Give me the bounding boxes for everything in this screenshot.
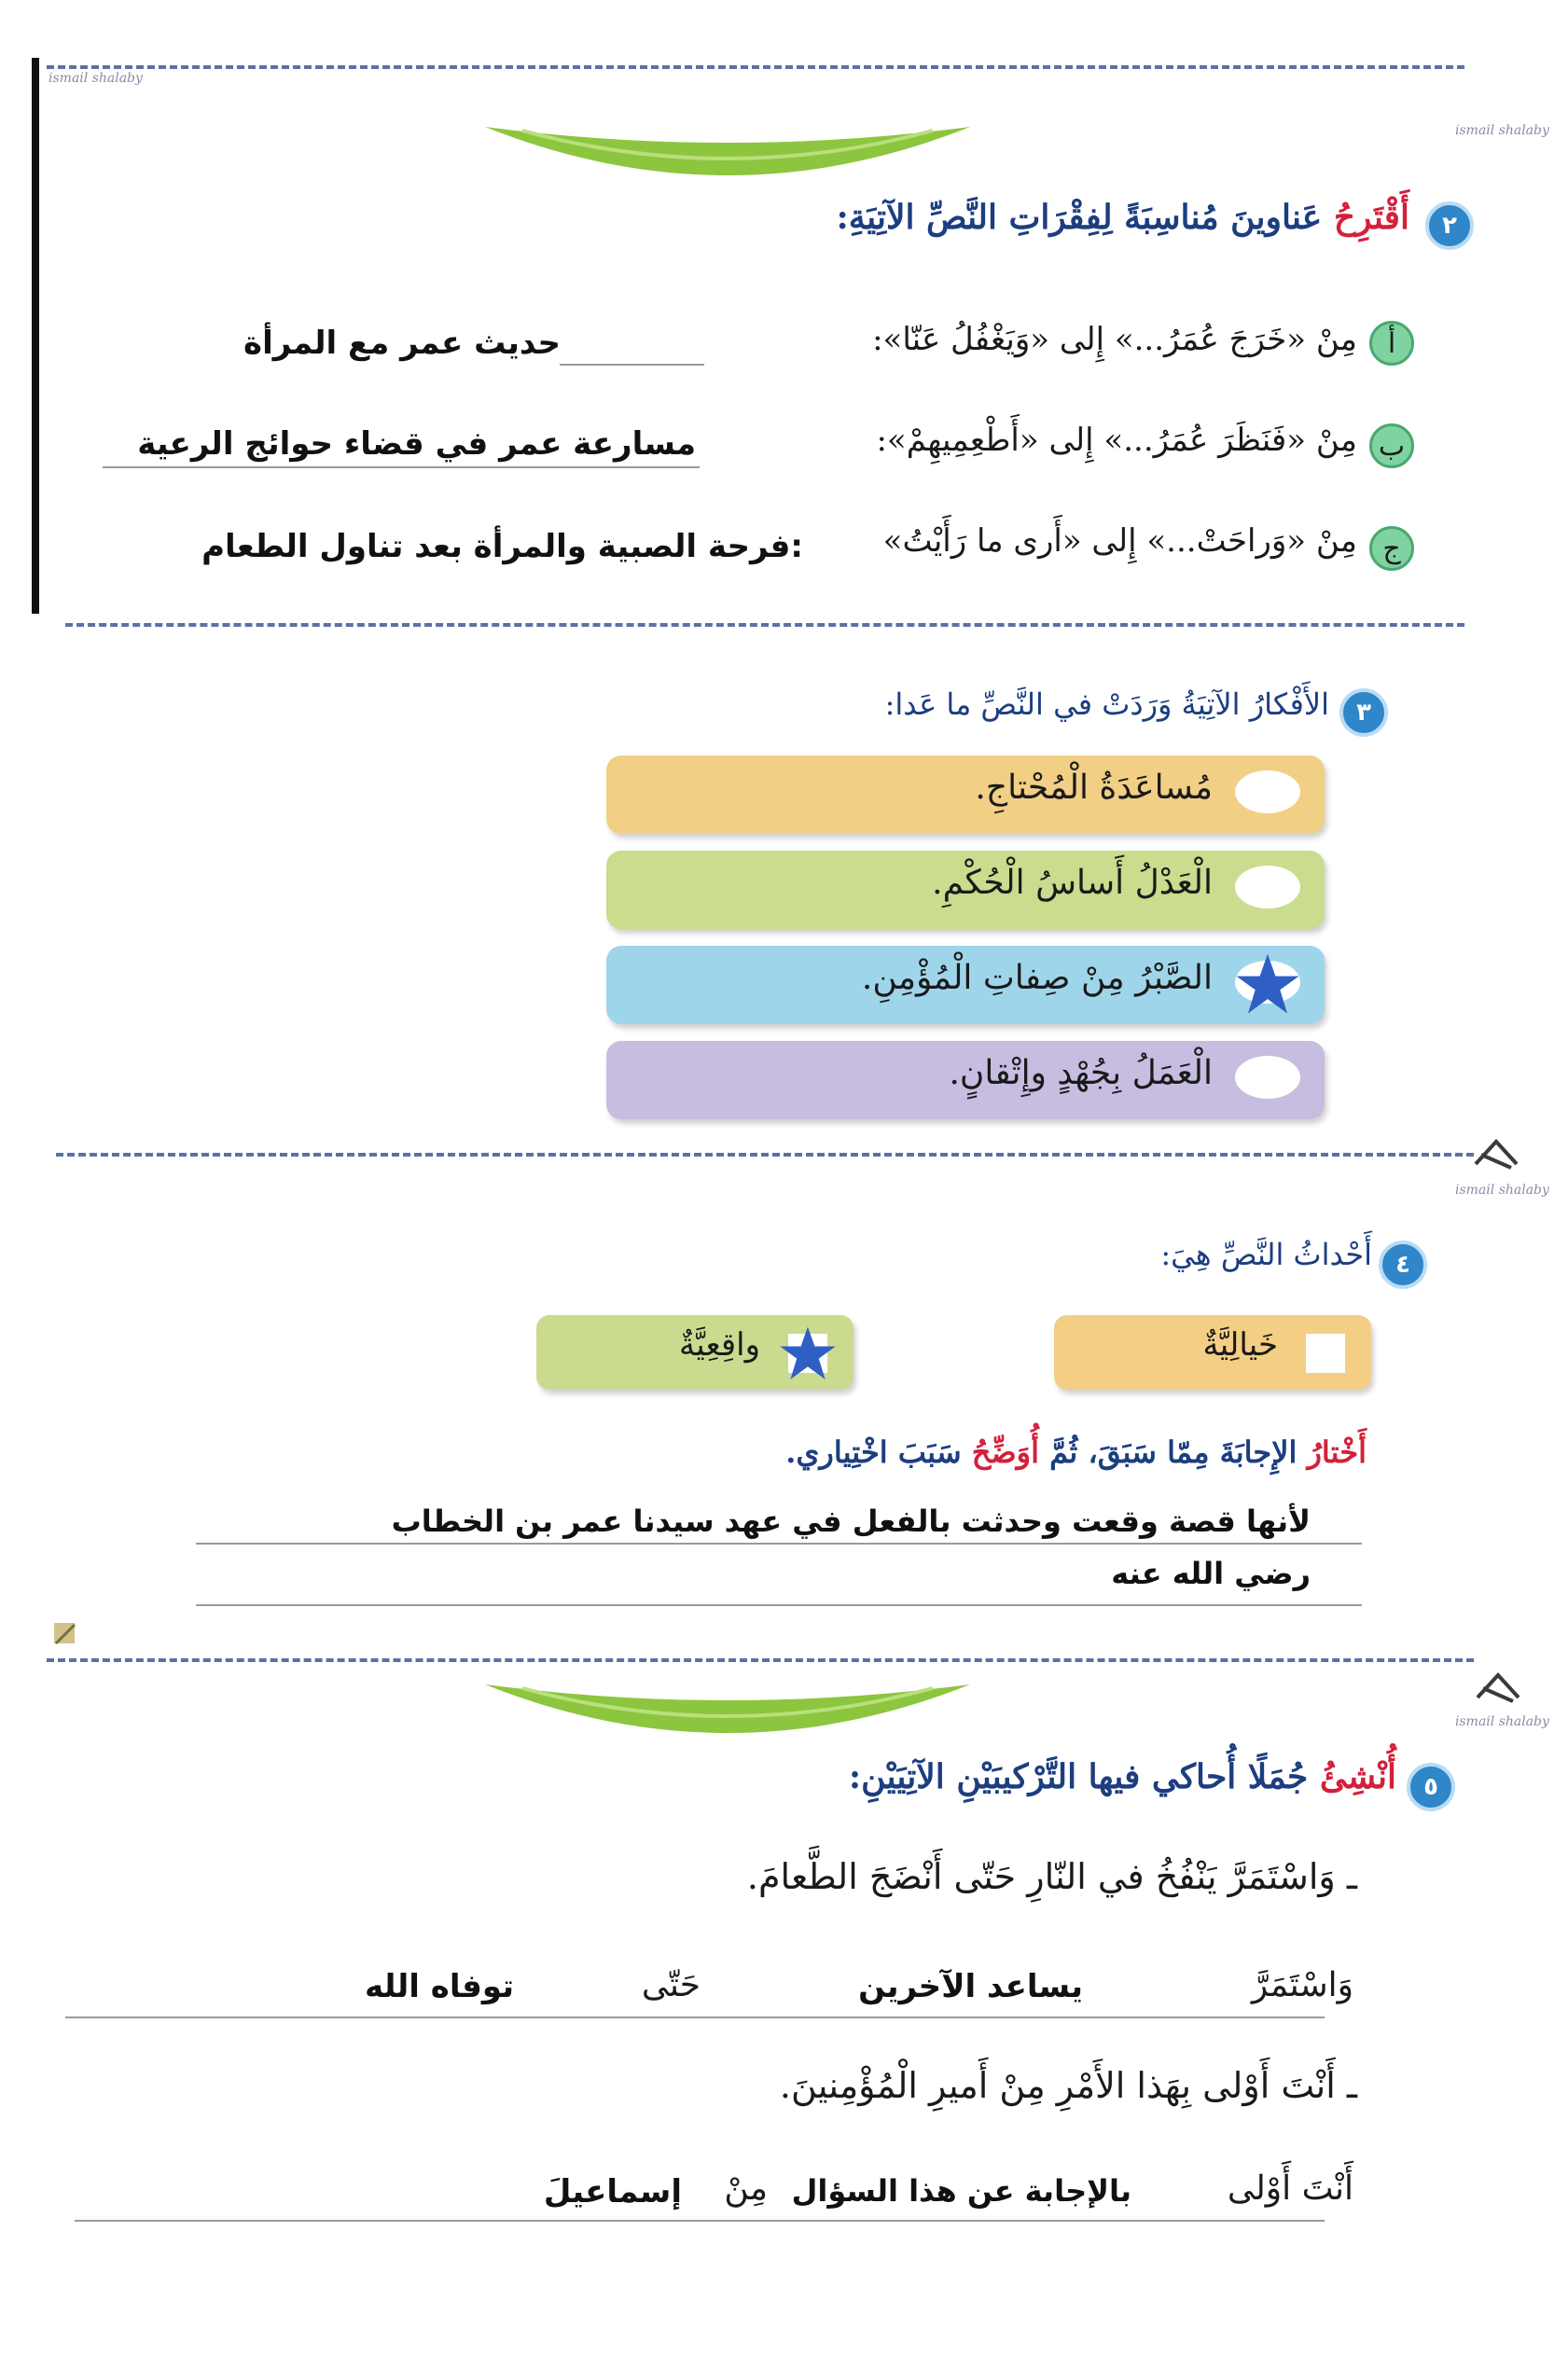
q3-option-2[interactable] (606, 851, 1325, 929)
question-number-4: ٤ (1379, 1240, 1427, 1289)
logo-icon (1468, 1136, 1524, 1173)
q2-title-verb: أَقْتَرِحُ (1333, 198, 1409, 237)
corner-icon (50, 1619, 82, 1647)
q2-item-c-answer: :فرحة الصبية والمرأة بعد تناول الطعام (201, 528, 803, 565)
green-leaf-banner (485, 121, 970, 187)
watermark: ismail shalaby (1455, 123, 1549, 138)
q5-line2-word2: مِنْ (724, 2169, 768, 2208)
answer-line (560, 364, 704, 366)
q5-line1-word2: حَتّى (641, 1966, 701, 2004)
q2-item-b-answer: مسارعة عمر في قضاء حوائج الرعية (137, 425, 696, 463)
q5-example-1: ـ وَاسْتَمَرَّ يَنْفُخُ في النّارِ حَتّى أَنْضَجَ الطَّعامَ. (746, 1856, 1357, 1897)
watermark: ismail shalaby (1455, 1714, 1549, 1729)
instruction-verb-2: أُوَضِّحُ (971, 1434, 1039, 1470)
item-letter-b: ب (1369, 423, 1414, 468)
section-divider (47, 1658, 1474, 1662)
answer-line (196, 1543, 1362, 1545)
answer-line (196, 1604, 1362, 1606)
item-letter-c: ج (1369, 526, 1414, 571)
answer-line (65, 2016, 1325, 2018)
q4-answer-line-2: رضي الله عنه (1111, 1556, 1311, 1591)
left-margin-bar (32, 58, 39, 614)
q3-option-3-text: الصَّبْرُ مِنْ صِفاتِ الْمُؤْمِنِ. (861, 959, 1213, 997)
q5-line2-answer1: بالإجابة عن هذا السؤال (791, 2173, 1131, 2209)
q3-option-4[interactable] (606, 1041, 1325, 1119)
radio-circle[interactable] (1235, 866, 1300, 908)
radio-circle[interactable] (1235, 770, 1300, 813)
instruction-mid: الإِجابَةَ مِمّا سَبَقَ، ثُمَّ (1038, 1434, 1308, 1470)
q5-line1-answer1: يساعد الآخرين (858, 1968, 1083, 2005)
q5-example-2: ـ أَنْتَ أَوْلى بِهَذا الأَمْرِ مِنْ أَميرِ الْمُؤْمِنينَ. (779, 2065, 1357, 2106)
q3-option-1-text: مُساعَدَةُ الْمُحْتاجِ. (975, 769, 1213, 807)
q2-item-a-prompt: مِنْ «خَرَجَ عُمَرُ...» إِلى «وَيَغْفُلُ عَنّا»: (872, 321, 1357, 358)
question-number-3: ٣ (1339, 688, 1388, 737)
q4-choice-imaginary[interactable] (1054, 1315, 1371, 1390)
q2-title-rest: عَناوينَ مُناسِبَةً لِفِقْرَاتِ النَّصِّ الآتِيَةِ: (836, 198, 1334, 237)
q3-title: الأَفْكارُ الآتِيَةُ وَرَدَتْ في النَّصِّ ما عَدا: (884, 686, 1329, 722)
watermark: ismail shalaby (1455, 1183, 1549, 1198)
question-number-5: ٥ (1407, 1763, 1455, 1811)
section-divider (56, 1153, 1474, 1157)
item-letter-a: أ (1369, 321, 1414, 366)
q2-item-b-prompt: مِنْ «فَنَظَرَ عُمَرُ...» إِلى «أَطْعِمِيهِمْ»: (876, 422, 1357, 459)
q5-line2-word1: أَنْتَ أَوْلى (1227, 2169, 1353, 2208)
answer-line (75, 2220, 1325, 2222)
q4-instruction (785, 1434, 1367, 1470)
q4-choice-imaginary-text: خَيالِيَّةٌ (1202, 1326, 1278, 1364)
q5-line1-answer2: توفاه الله (365, 1968, 514, 2005)
selected-star-icon (779, 1324, 837, 1382)
q3-option-3[interactable] (606, 946, 1325, 1024)
instruction-end: سَبَبَ اخْتِياري. (785, 1434, 972, 1470)
q2-item-a-answer: حديث عمر مع المرأة (243, 325, 561, 362)
radio-circle[interactable] (1235, 1056, 1300, 1099)
answer-line (103, 466, 700, 468)
question-number-2: ٢ (1425, 201, 1474, 250)
checkbox-square[interactable] (1306, 1334, 1345, 1373)
section-divider (65, 623, 1464, 627)
q4-answer-line-1: لأنها قصة وقعت وحدثت بالفعل في عهد سيدنا عمر بن الخطاب (391, 1504, 1311, 1539)
watermark: ismail shalaby (49, 71, 143, 86)
q2-item-c-prompt: مِنْ «وَراحَتْ...» إِلى «أَرى ما رَأَيْتُ» (882, 522, 1357, 560)
q5-title-rest: جُمَلًا أُحاكي فيها التَّرْكيبَيْنِ الآتِيَيْنِ: (848, 1757, 1320, 1796)
q5-line2-answer2: إسماعيلَ (543, 2173, 682, 2210)
q4-title: أَحْداثُ النَّصِّ هِيَ: (1160, 1237, 1372, 1272)
q5-title (849, 1757, 1396, 1796)
q4-choice-real[interactable] (536, 1315, 853, 1390)
green-leaf-banner (485, 1679, 970, 1744)
q4-choice-real-text: واقِعِيَّةٌ (678, 1326, 760, 1364)
selected-star-icon (1235, 951, 1300, 1017)
q5-line1-word1: وَاسْتَمَرَّ (1251, 1966, 1353, 2004)
q5-title-verb: أُنْشِئُ (1319, 1757, 1396, 1796)
logo-icon (1470, 1670, 1526, 1707)
q3-option-4-text: الْعَمَلُ بِجُهْدٍ وإِتْقانٍ. (949, 1054, 1213, 1092)
instruction-verb-1: أَخْتارُ (1307, 1434, 1367, 1470)
q2-title (836, 198, 1409, 237)
q3-option-2-text: الْعَدْلُ أَساسُ الْحُكْمِ. (932, 864, 1213, 902)
q3-option-1[interactable] (606, 755, 1325, 834)
section-divider (47, 65, 1464, 69)
